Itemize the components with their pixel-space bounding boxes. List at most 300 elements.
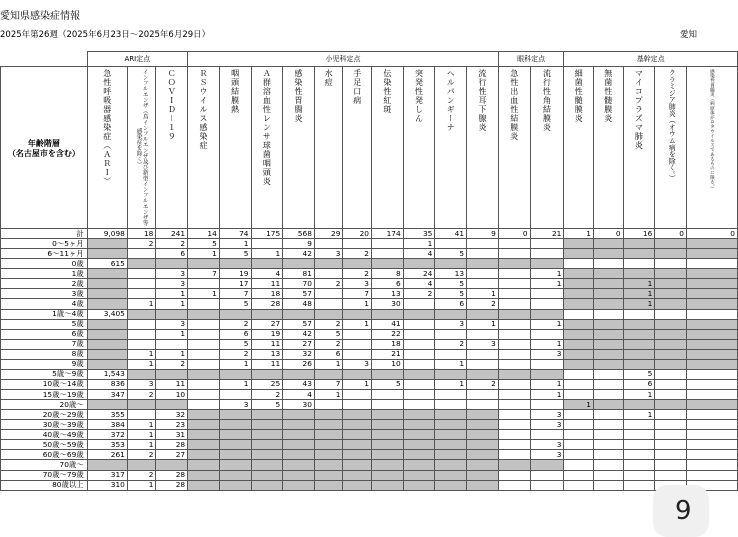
total-cell: 568	[283, 229, 315, 239]
table-cell	[498, 329, 530, 339]
age-group-label: 50歳～59歳	[1, 440, 88, 450]
table-cell	[655, 420, 687, 430]
table-cell	[435, 349, 467, 359]
table-cell	[403, 339, 435, 349]
table-cell	[87, 359, 127, 369]
table-row	[1, 410, 738, 420]
table-cell	[251, 460, 283, 470]
table-cell: 2	[219, 319, 251, 329]
table-row	[1, 269, 738, 279]
table-cell	[498, 259, 530, 269]
table-cell: 42	[283, 329, 315, 339]
table-cell	[498, 480, 530, 490]
age-group-label: 0歳	[1, 259, 88, 269]
table-cell	[156, 369, 188, 379]
column-header	[371, 67, 403, 229]
table-cell: 3	[530, 349, 564, 359]
table-cell: 1	[219, 379, 251, 389]
column-header	[623, 67, 655, 229]
table-cell: 30	[283, 400, 315, 410]
table-cell: 27	[251, 319, 283, 329]
table-cell	[593, 269, 623, 279]
table-cell	[314, 460, 343, 470]
table-cell: 2	[127, 390, 156, 400]
table-cell: 57	[283, 289, 315, 299]
table-cell	[655, 279, 687, 289]
table-cell: 1	[188, 289, 220, 299]
table-cell: 7	[188, 269, 220, 279]
table-cell: 1	[530, 269, 564, 279]
table-cell: 3,405	[87, 309, 127, 319]
table-cell: 25	[251, 379, 283, 389]
table-cell	[403, 430, 435, 440]
table-cell	[343, 430, 372, 440]
table-cell: 1	[156, 289, 188, 299]
table-cell	[87, 400, 127, 410]
table-cell: 1	[343, 319, 372, 329]
table-cell	[403, 450, 435, 460]
total-label: 計	[1, 229, 88, 239]
table-cell	[127, 460, 156, 470]
table-cell	[435, 329, 467, 339]
table-cell	[188, 319, 220, 329]
age-group-label: 2歳	[1, 279, 88, 289]
table-cell	[467, 359, 499, 369]
table-cell	[623, 319, 655, 329]
table-cell	[371, 239, 403, 249]
table-cell	[188, 349, 220, 359]
table-cell	[314, 470, 343, 480]
column-header-label: 流行性角結膜炎	[542, 69, 552, 132]
column-header-label: 咽頭結膜熱	[230, 69, 240, 114]
column-header-label: クラミジア肺炎（オウム病を除く。）	[667, 69, 676, 182]
table-cell	[655, 329, 687, 339]
table-cell	[498, 239, 530, 249]
table-cell	[283, 460, 315, 470]
table-cell	[251, 259, 283, 269]
table-cell	[314, 289, 343, 299]
table-cell	[530, 460, 564, 470]
table-cell	[87, 339, 127, 349]
table-cell	[188, 309, 220, 319]
table-cell	[403, 420, 435, 430]
table-cell	[655, 289, 687, 299]
group-ari: ARI定点	[87, 52, 187, 67]
total-row	[1, 229, 738, 239]
table-cell	[87, 319, 127, 329]
table-cell: 2	[127, 450, 156, 460]
table-cell	[498, 359, 530, 369]
table-cell: 28	[156, 440, 188, 450]
table-cell	[314, 239, 343, 249]
table-cell: 41	[371, 319, 403, 329]
table-cell	[403, 299, 435, 309]
table-cell: 19	[251, 329, 283, 339]
age-group-label: 80歳以上	[1, 480, 88, 490]
table-cell: 6	[435, 299, 467, 309]
group-core: 基幹定点	[564, 52, 738, 67]
table-cell	[435, 390, 467, 400]
table-cell	[371, 259, 403, 269]
table-cell: 1	[127, 440, 156, 450]
column-header-label: 伝染性紅斑	[382, 69, 392, 114]
table-cell: 10	[371, 359, 403, 369]
table-cell	[188, 440, 220, 450]
table-cell	[371, 410, 403, 420]
age-group-label: 0～5ヶ月	[1, 239, 88, 249]
table-cell	[188, 400, 220, 410]
table-cell	[593, 299, 623, 309]
table-cell	[623, 309, 655, 319]
table-cell	[343, 420, 372, 430]
table-cell	[188, 379, 220, 389]
table-cell	[564, 369, 594, 379]
table-cell	[188, 410, 220, 420]
table-row	[1, 279, 738, 289]
table-cell	[593, 400, 623, 410]
table-cell	[283, 450, 315, 460]
total-cell: 9	[467, 229, 499, 239]
table-cell: 42	[283, 249, 315, 259]
table-cell	[498, 309, 530, 319]
table-cell	[564, 309, 594, 319]
column-header-label: 感染性胃腸炎	[294, 69, 304, 123]
age-group-label: 7歳	[1, 339, 88, 349]
table-cell	[593, 289, 623, 299]
column-header-label: ヘルパンギーナ	[446, 69, 456, 132]
table-cell	[371, 470, 403, 480]
table-cell: 11	[251, 279, 283, 289]
total-cell: 21	[530, 229, 564, 239]
table-cell	[343, 329, 372, 339]
table-cell: 1	[403, 239, 435, 249]
total-cell: 0	[655, 229, 687, 239]
table-cell: 2	[403, 289, 435, 299]
table-cell	[593, 480, 623, 490]
table-cell	[251, 309, 283, 319]
table-cell	[564, 420, 594, 430]
table-cell	[467, 420, 499, 430]
table-cell	[655, 309, 687, 319]
table-cell	[686, 369, 737, 379]
table-cell	[314, 269, 343, 279]
age-group-label: 20歳～29歳	[1, 410, 88, 420]
table-cell	[530, 239, 564, 249]
table-cell	[467, 259, 499, 269]
table-cell	[564, 460, 594, 470]
table-cell	[251, 440, 283, 450]
table-cell: 2	[127, 470, 156, 480]
table-cell: 1	[127, 349, 156, 359]
table-cell: 9	[283, 239, 315, 249]
table-row	[1, 339, 738, 349]
table-cell	[314, 440, 343, 450]
table-cell	[188, 460, 220, 470]
age-group-label: 5歳～9歳	[1, 369, 88, 379]
table-cell	[403, 460, 435, 470]
column-header-label: Ａ群溶血性レンサ球菌咽頭炎	[262, 69, 272, 186]
age-group-label: 20歳～	[1, 400, 88, 410]
table-cell: 1	[314, 359, 343, 369]
table-cell	[314, 450, 343, 460]
table-cell	[623, 420, 655, 430]
table-cell	[219, 440, 251, 450]
table-cell	[343, 309, 372, 319]
table-cell: 24	[403, 269, 435, 279]
table-cell: 5	[188, 239, 220, 249]
total-cell: 1	[564, 229, 594, 239]
table-cell	[498, 379, 530, 389]
table-cell	[686, 269, 737, 279]
table-cell	[314, 420, 343, 430]
table-row	[1, 299, 738, 309]
table-cell	[219, 390, 251, 400]
table-cell	[564, 470, 594, 480]
table-cell	[686, 279, 737, 289]
table-cell	[467, 410, 499, 420]
table-cell	[593, 420, 623, 430]
table-cell	[87, 289, 127, 299]
table-cell: 28	[156, 480, 188, 490]
table-cell	[188, 369, 220, 379]
table-cell	[156, 460, 188, 470]
column-header	[435, 67, 467, 229]
table-cell	[564, 259, 594, 269]
column-header	[283, 67, 315, 229]
table-row	[1, 470, 738, 480]
table-cell: 1	[623, 410, 655, 420]
table-cell	[371, 369, 403, 379]
column-header	[530, 67, 564, 229]
total-cell: 16	[623, 229, 655, 239]
total-cell: 175	[251, 229, 283, 239]
table-row	[1, 400, 738, 410]
table-cell	[188, 420, 220, 430]
table-cell	[403, 410, 435, 420]
table-cell: 1	[127, 359, 156, 369]
table-cell	[655, 319, 687, 329]
table-cell	[530, 329, 564, 339]
table-cell	[467, 480, 499, 490]
table-cell: 70	[283, 279, 315, 289]
table-cell	[686, 339, 737, 349]
table-cell	[655, 359, 687, 369]
table-row	[1, 329, 738, 339]
table-cell	[593, 239, 623, 249]
table-cell: 3	[314, 249, 343, 259]
table-cell	[435, 239, 467, 249]
table-cell	[564, 440, 594, 450]
table-cell: 1	[530, 319, 564, 329]
table-cell: 1	[343, 379, 372, 389]
table-cell: 317	[87, 470, 127, 480]
table-cell	[371, 400, 403, 410]
total-cell: 29	[314, 229, 343, 239]
table-cell: 28	[156, 470, 188, 480]
table-cell	[530, 249, 564, 259]
table-cell	[219, 470, 251, 480]
table-cell	[623, 239, 655, 249]
table-cell	[467, 329, 499, 339]
total-cell: 35	[403, 229, 435, 239]
table-cell	[498, 460, 530, 470]
table-cell	[655, 259, 687, 269]
table-cell: 5	[219, 339, 251, 349]
table-cell	[564, 249, 594, 259]
table-cell	[314, 369, 343, 379]
table-cell	[219, 420, 251, 430]
table-cell: 28	[251, 299, 283, 309]
table-cell	[655, 239, 687, 249]
group-pediatric: 小児科定点	[188, 52, 499, 67]
table-cell	[403, 359, 435, 369]
table-cell	[127, 279, 156, 289]
table-cell	[314, 430, 343, 440]
table-cell	[655, 450, 687, 460]
table-cell	[498, 279, 530, 289]
table-cell	[623, 400, 655, 410]
table-cell	[283, 440, 315, 450]
table-cell	[655, 470, 687, 480]
table-cell	[403, 259, 435, 269]
column-header	[655, 67, 687, 229]
table-cell	[593, 259, 623, 269]
table-cell	[283, 259, 315, 269]
table-cell: 32	[156, 410, 188, 420]
table-cell	[127, 329, 156, 339]
table-cell	[623, 359, 655, 369]
table-cell: 5	[435, 249, 467, 259]
column-header-label: 無菌性髄膜炎	[603, 69, 613, 123]
table-row	[1, 460, 738, 470]
table-cell	[686, 430, 737, 440]
table-cell	[564, 450, 594, 460]
table-cell	[87, 349, 127, 359]
table-cell	[623, 249, 655, 259]
column-header-label: インフルエンザ（鳥インフルエンザ及び新型インフルエンザ等感染症を除く）	[135, 69, 148, 226]
table-cell	[127, 309, 156, 319]
table-cell: 1	[343, 299, 372, 309]
table-cell: 1	[564, 400, 594, 410]
table-cell	[564, 239, 594, 249]
table-cell	[403, 400, 435, 410]
table-cell	[435, 259, 467, 269]
table-cell	[283, 420, 315, 430]
table-cell: 1	[435, 379, 467, 389]
age-group-label: 4歳	[1, 299, 88, 309]
group-ophthalmology: 眼科定点	[498, 52, 564, 67]
table-row	[1, 369, 738, 379]
table-cell: 384	[87, 420, 127, 430]
column-header-label: マイコプラズマ肺炎	[634, 69, 644, 150]
table-cell	[87, 239, 127, 249]
table-cell: 13	[371, 289, 403, 299]
table-cell	[127, 369, 156, 379]
table-cell	[623, 430, 655, 440]
column-header	[219, 67, 251, 229]
table-cell	[87, 269, 127, 279]
table-cell: 372	[87, 430, 127, 440]
table-cell: 6	[156, 249, 188, 259]
table-cell	[623, 440, 655, 450]
total-cell: 20	[343, 229, 372, 239]
table-cell: 261	[87, 450, 127, 460]
table-cell	[498, 420, 530, 430]
table-cell: 1	[156, 329, 188, 339]
table-cell	[564, 480, 594, 490]
table-cell	[403, 329, 435, 339]
table-cell	[530, 309, 564, 319]
table-cell	[219, 460, 251, 470]
age-group-label: 5歳	[1, 319, 88, 329]
column-header-label: 感染性胃腸炎（病原体がロタウイルスであるものに限る。）	[709, 69, 715, 191]
table-cell	[623, 349, 655, 359]
table-cell	[593, 349, 623, 359]
table-cell	[593, 279, 623, 289]
table-cell	[467, 460, 499, 470]
table-cell	[87, 299, 127, 309]
table-cell	[314, 400, 343, 410]
table-cell	[655, 369, 687, 379]
column-header-label: 水痘	[324, 69, 334, 87]
table-cell	[283, 480, 315, 490]
table-cell	[498, 319, 530, 329]
table-cell	[686, 440, 737, 450]
table-cell	[564, 379, 594, 389]
table-cell: 2	[314, 319, 343, 329]
table-cell	[371, 390, 403, 400]
table-cell	[623, 480, 655, 490]
table-cell	[655, 269, 687, 279]
table-cell	[564, 359, 594, 369]
table-cell: 1,543	[87, 369, 127, 379]
table-cell: 43	[283, 379, 315, 389]
table-cell	[251, 369, 283, 379]
table-row	[1, 440, 738, 450]
table-cell	[498, 430, 530, 440]
table-cell: 5	[623, 369, 655, 379]
table-cell	[655, 299, 687, 309]
table-cell	[530, 369, 564, 379]
table-cell: 3	[156, 269, 188, 279]
total-cell: 174	[371, 229, 403, 239]
table-cell	[127, 269, 156, 279]
column-header	[593, 67, 623, 229]
table-cell: 1	[435, 359, 467, 369]
table-cell	[593, 369, 623, 379]
table-cell	[498, 440, 530, 450]
table-cell	[686, 390, 737, 400]
table-cell	[156, 339, 188, 349]
table-cell: 3	[156, 279, 188, 289]
table-cell: 22	[371, 329, 403, 339]
table-cell: 3	[467, 339, 499, 349]
table-cell	[127, 400, 156, 410]
age-group-label: 70歳～79歳	[1, 470, 88, 480]
column-header	[314, 67, 343, 229]
table-cell	[498, 289, 530, 299]
table-cell	[655, 430, 687, 440]
table-cell	[686, 329, 737, 339]
table-cell	[593, 450, 623, 460]
table-cell	[686, 420, 737, 430]
corner-spacer	[1, 52, 88, 67]
table-row	[1, 319, 738, 329]
table-cell	[498, 400, 530, 410]
table-cell	[219, 480, 251, 490]
age-group-label: 9歳	[1, 359, 88, 369]
table-cell	[530, 359, 564, 369]
